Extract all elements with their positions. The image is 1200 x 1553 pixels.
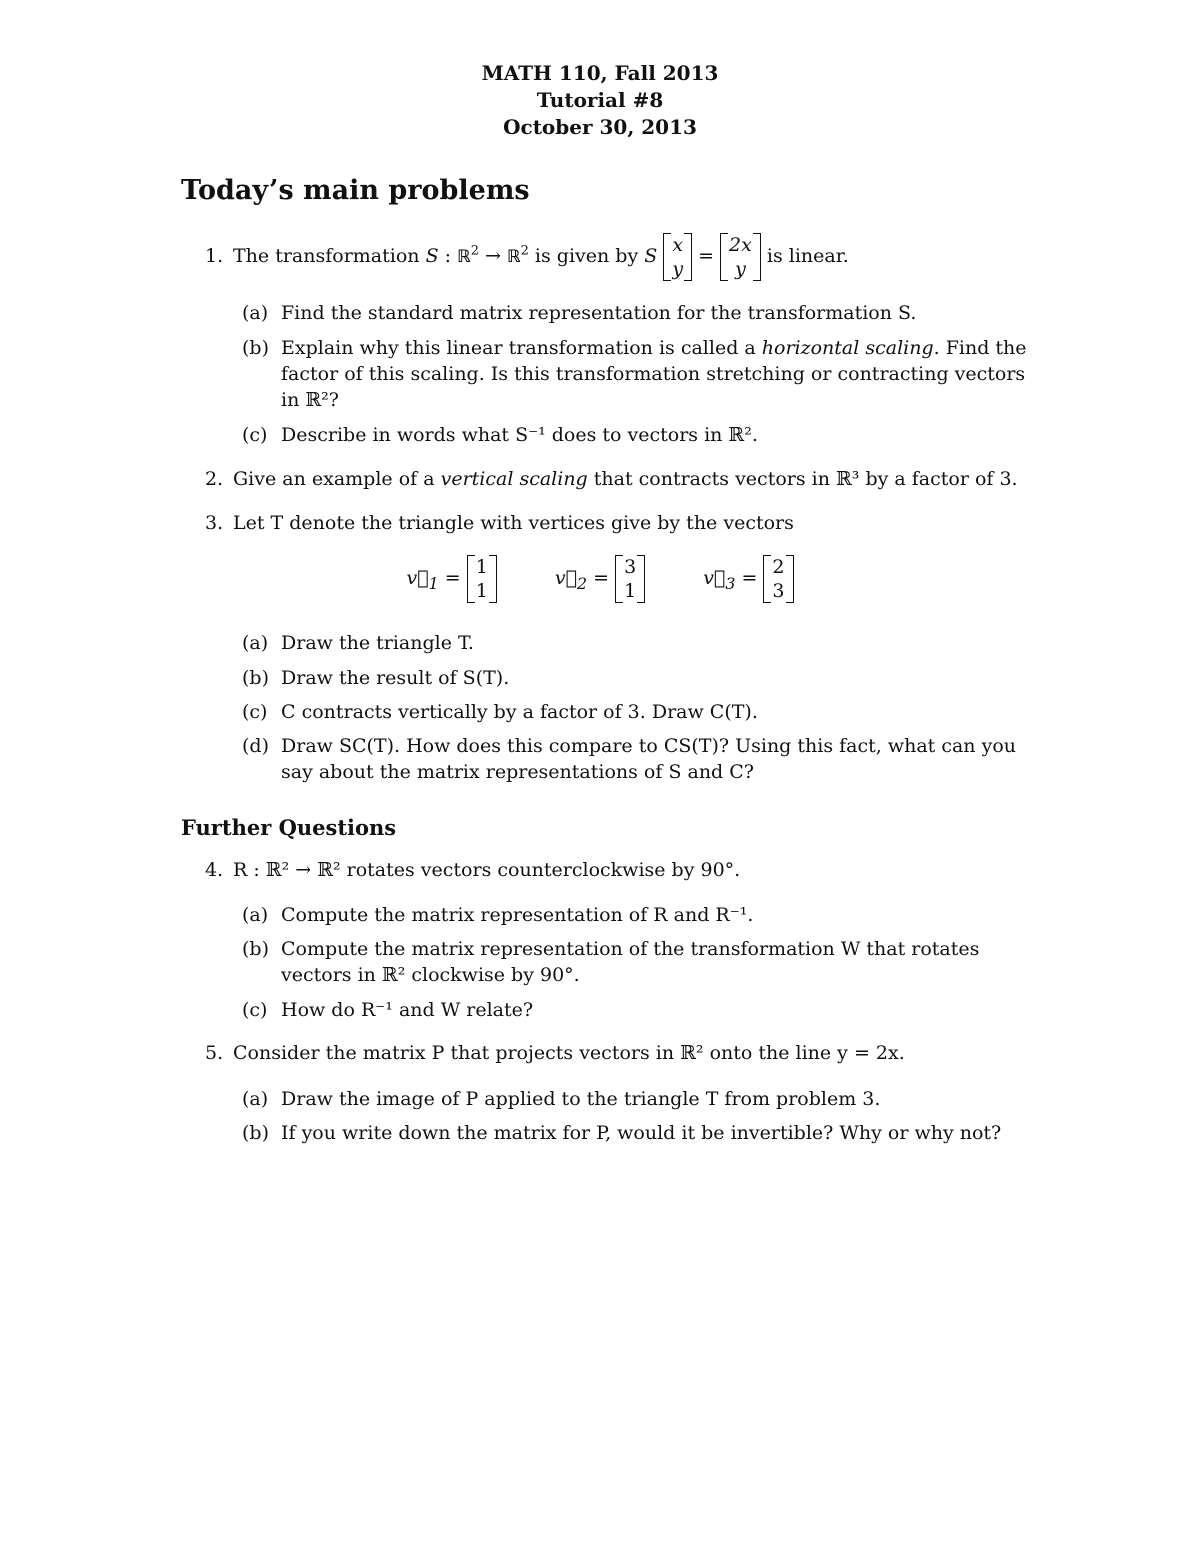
problem-1-text-b: is given by (528, 245, 645, 267)
matrix-entry: 3 (624, 556, 637, 578)
part-text: How do R⁻¹ and W relate? (281, 999, 534, 1021)
reals-symbol: ℝ (506, 247, 521, 267)
vector-v2 (555, 555, 645, 603)
part-label: (c) (242, 701, 268, 723)
vector-matrix (763, 555, 793, 603)
part-text: Draw the result of S(T). (281, 667, 510, 689)
colon: : (438, 245, 458, 267)
problem-3a (242, 630, 1042, 656)
part-label: (b) (242, 667, 269, 689)
problem-number: 3. (205, 512, 224, 534)
part-text: Describe in words what S⁻¹ does to vectors in ℝ². (281, 424, 758, 446)
problem-4-text: R : ℝ² → ℝ² rotates vectors counterclockwise by 90°. (233, 859, 741, 881)
part-text: C contracts vertically by a factor of 3. Draw C(T). (281, 701, 758, 723)
vector-v3 (703, 555, 793, 603)
problem-5-text: Consider the matrix P that projects vectors in ℝ² onto the line y = 2x. (233, 1042, 905, 1064)
vector-subscript: 3 (725, 573, 736, 593)
part-text: Draw the triangle T. (281, 632, 474, 654)
vector-label (555, 567, 587, 593)
part-label: (b) (242, 938, 269, 960)
vector-matrix (615, 555, 645, 603)
problem-3b (242, 665, 1042, 691)
problem-3 (205, 510, 1035, 536)
matrix-entry: 3 (772, 580, 785, 602)
problem-3c (242, 699, 1042, 725)
vector-subscript: 1 (428, 573, 439, 593)
part-label: (b) (242, 337, 269, 359)
part-label: (d) (242, 735, 269, 757)
problem-2-text-b: that contracts vectors in ℝ³ by a factor of 3. (587, 468, 1018, 490)
part-label: (a) (242, 1088, 269, 1110)
vector-letter: v⃗ (554, 567, 577, 589)
problem-2 (205, 466, 1035, 492)
symbol-S: S (644, 245, 658, 267)
output-vector-matrix (720, 233, 761, 281)
part-label: (b) (242, 1122, 269, 1144)
part-text (281, 335, 1042, 413)
part-text: Compute the matrix representation of R and R⁻¹. (281, 904, 754, 926)
equals-sign: = (438, 567, 467, 589)
vertex-vectors (0, 555, 1200, 603)
part-label: (c) (242, 424, 268, 446)
part-label: (a) (242, 302, 269, 324)
part-label: (a) (242, 632, 269, 654)
part-label: (c) (242, 999, 268, 1021)
vector-matrix (467, 555, 497, 603)
vector-subscript: 2 (576, 573, 588, 593)
problem-1c (242, 422, 1042, 448)
part-text-a: Explain why this linear transformation is called a (281, 337, 762, 359)
part-text: Draw SC(T). How does this compare to CS(T)? Using this fact, what can you say about the matrix representations of S and C? (281, 735, 1016, 783)
part-text: Draw the image of P applied to the triangle T from problem 3. (281, 1088, 881, 1110)
matrix-entry: y (672, 258, 684, 280)
problem-number: 1. (205, 245, 224, 267)
part-label: (a) (242, 904, 269, 926)
vector-letter: v⃗ (406, 567, 429, 589)
problem-1-text-c: is linear. (766, 245, 849, 267)
reals-symbol: ℝ (457, 247, 471, 267)
problem-5 (205, 1040, 1035, 1066)
problem-1a (242, 300, 1042, 326)
document-header (0, 60, 1200, 141)
equals-sign: = (692, 245, 721, 267)
emphasis-horizontal-scaling: horizontal scaling (761, 337, 934, 359)
symbol-S: S (425, 245, 439, 267)
problem-4c (242, 997, 1042, 1023)
problem-1 (205, 228, 1035, 285)
problem-number: 2. (205, 468, 224, 490)
problem-4b (242, 936, 1042, 988)
vector-label (703, 567, 735, 593)
vector-v1 (406, 555, 496, 603)
matrix-entry: 1 (624, 580, 637, 602)
equals-sign: = (587, 567, 616, 589)
tutorial-number: Tutorial #8 (536, 88, 664, 112)
problem-number: 5. (205, 1042, 224, 1064)
problem-3-text: Let T denote the triangle with vertices give by the vectors (233, 512, 794, 534)
equals-sign: = (735, 567, 764, 589)
emphasis-vertical-scaling: vertical scaling (440, 468, 588, 490)
exponent: 2 (520, 243, 529, 259)
matrix-entry: 1 (475, 556, 488, 578)
part-text-b: . Find the factor of this scaling. Is this transformation stretching or contracting vectors in ℝ²? (281, 337, 1027, 411)
matrix-entry: x (672, 234, 684, 256)
part-text: If you write down the matrix for P, would it be invertible? Why or why not? (281, 1122, 1002, 1144)
problem-number: 4. (205, 859, 224, 881)
problem-5b (242, 1120, 1042, 1146)
matrix-entry: y (735, 258, 746, 280)
input-vector-matrix (663, 233, 692, 281)
matrix-entry: 2 (772, 556, 785, 578)
main-problems-heading: Today’s main problems (181, 175, 530, 206)
vector-letter: v⃗ (703, 567, 726, 589)
exponent: 2 (470, 243, 479, 259)
problem-1b (242, 335, 1042, 413)
matrix-entry: 1 (475, 580, 488, 602)
part-text: Find the standard matrix representation for the transformation S. (281, 302, 917, 324)
vector-label (406, 567, 438, 593)
problem-4a (242, 902, 1042, 928)
part-text: Compute the matrix representation of the transformation W that rotates vectors in ℝ² clockwise by 90°. (281, 938, 980, 986)
tutorial-date: October 30, 2013 (503, 115, 697, 139)
problem-4 (205, 857, 1035, 883)
problem-5a (242, 1086, 1042, 1112)
arrow-symbol: → (478, 245, 507, 267)
problem-3d (242, 733, 1042, 785)
course-title: MATH 110, Fall 2013 (481, 61, 719, 85)
problem-2-text-a: Give an example of a (233, 468, 441, 490)
problem-1-text-a: The transformation (233, 245, 420, 267)
matrix-entry: 2x (729, 234, 752, 256)
further-questions-heading: Further Questions (181, 815, 397, 840)
